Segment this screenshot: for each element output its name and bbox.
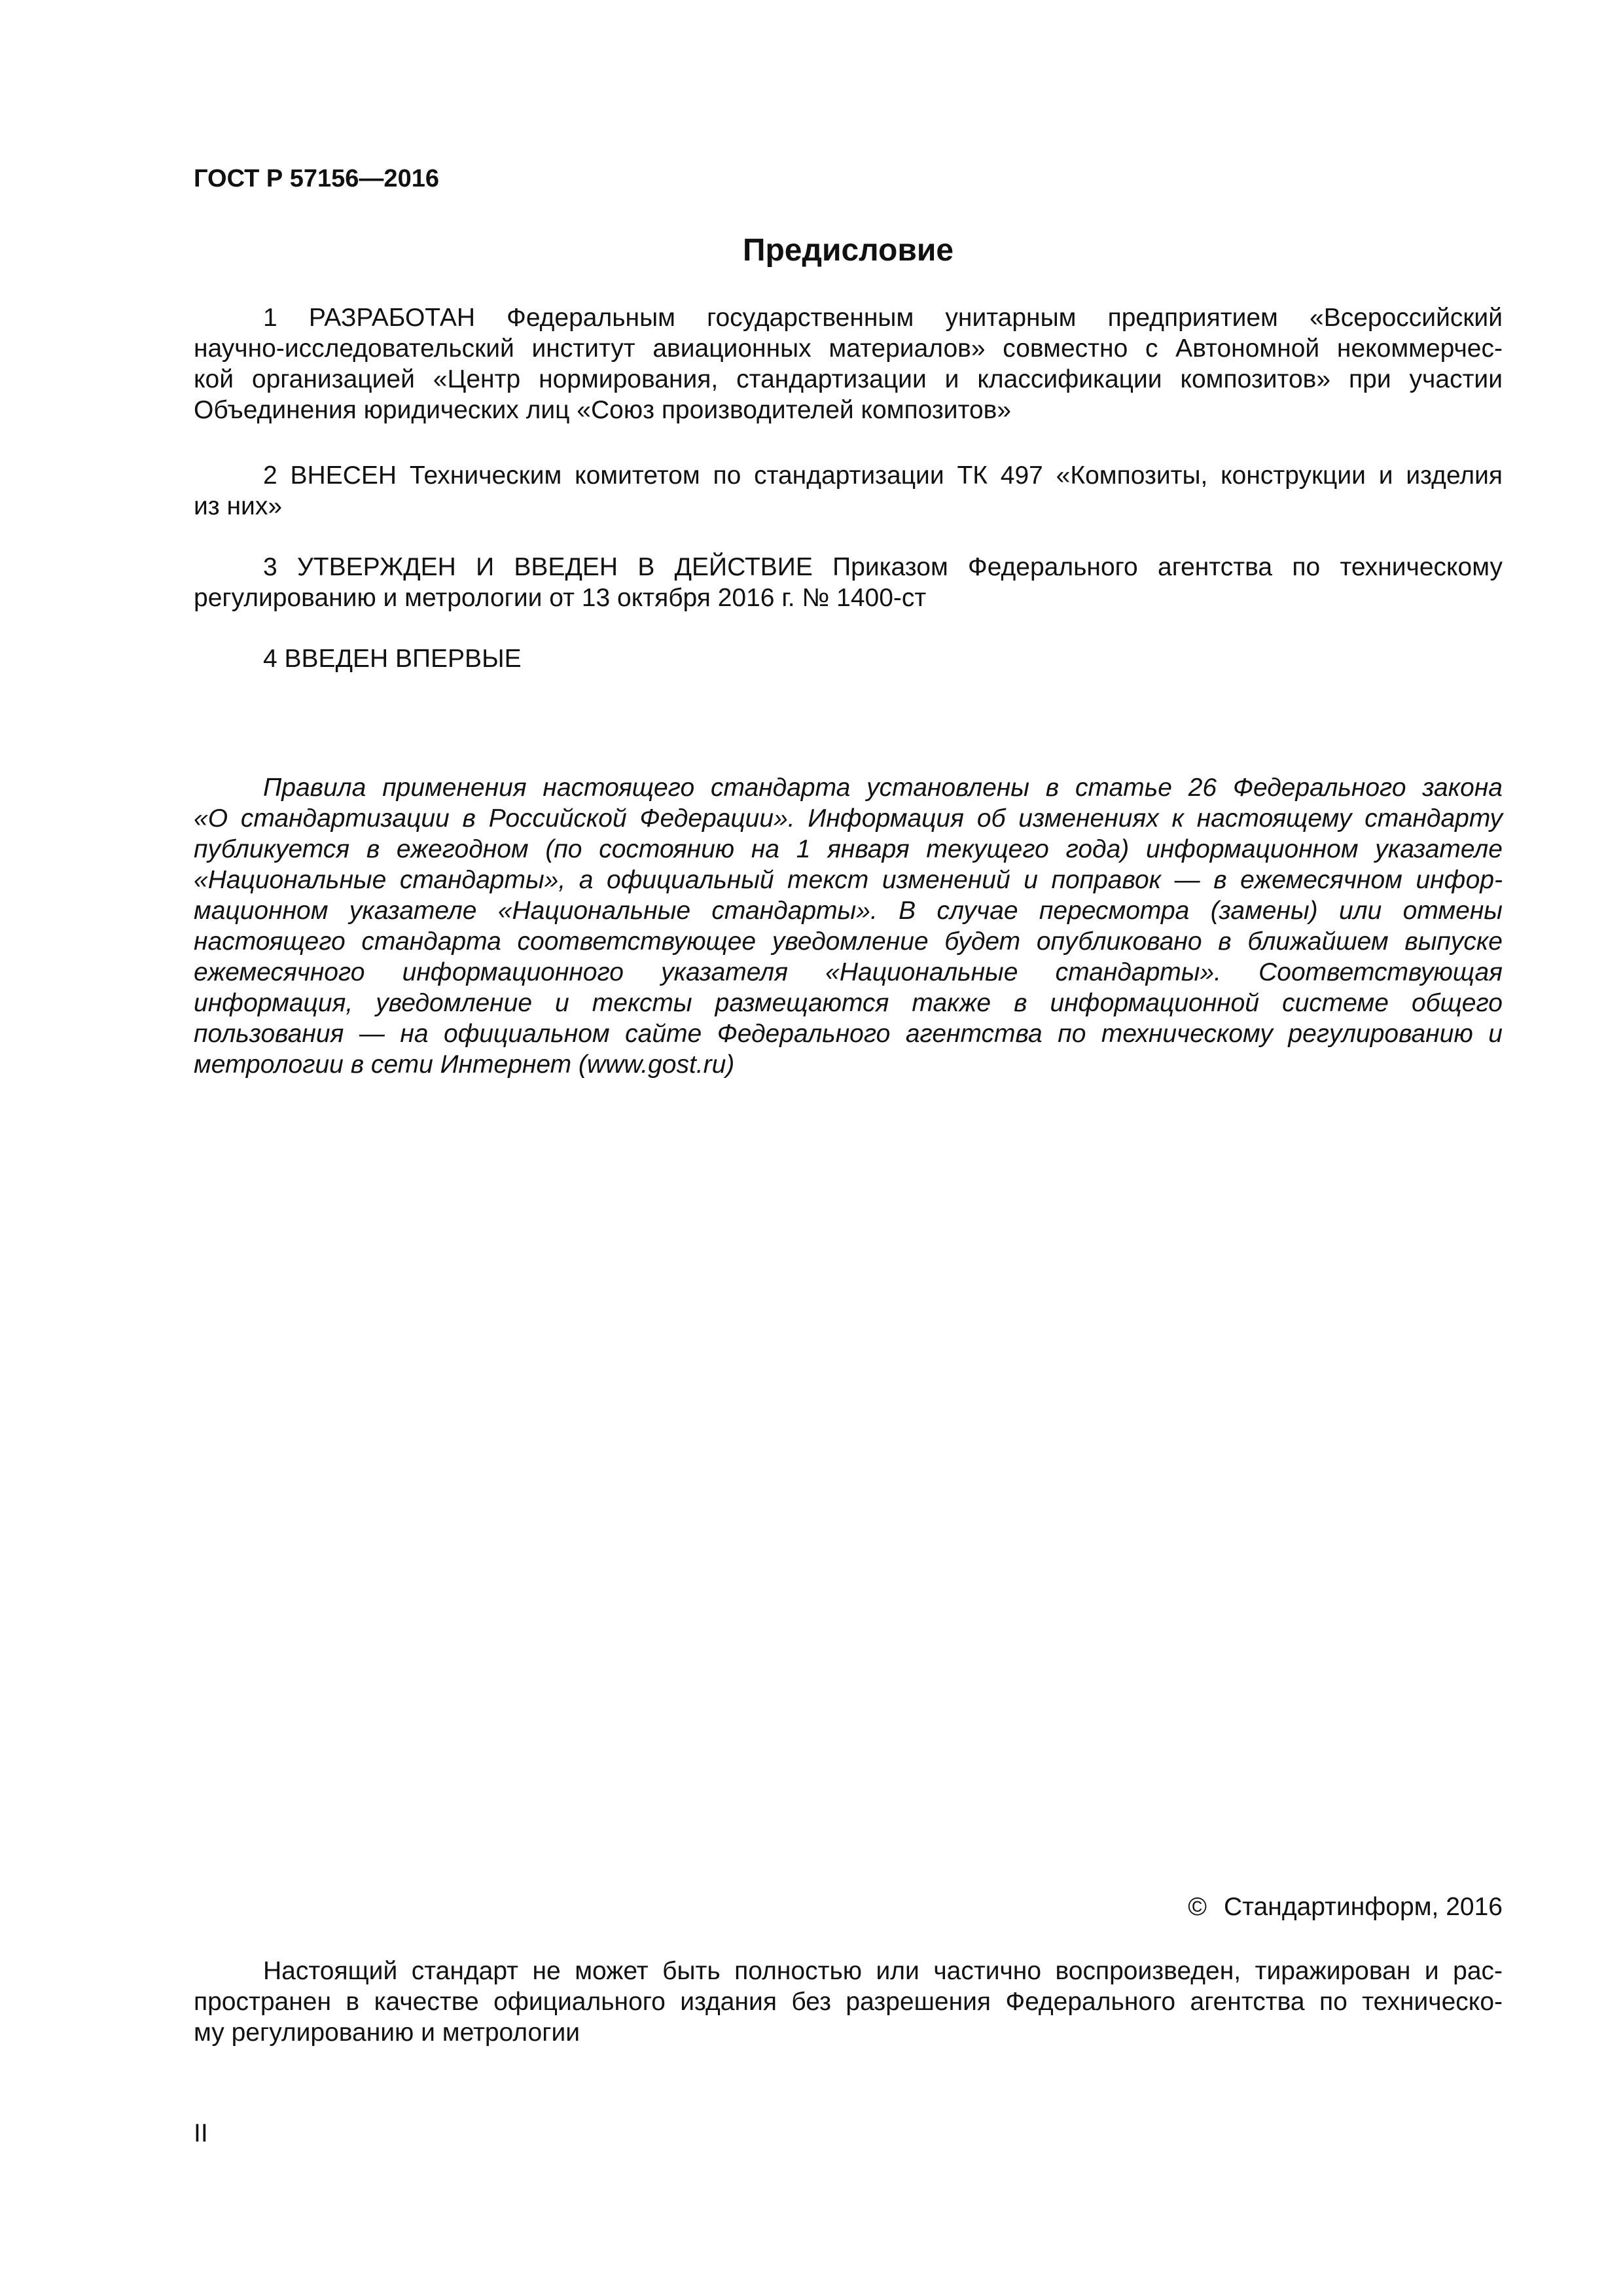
preface-item-2-line: из них»: [194, 492, 283, 520]
notice-line: информация, уведомление и тексты размещаются также в информационной системе общего: [194, 989, 1503, 1017]
notice-line: мационном указателе «Национальные стандарты». В случае пересмотра (замены) или отмены: [194, 897, 1503, 925]
preface-item-4-line: 4 ВВЕДЕН ВПЕРВЫЕ: [263, 645, 522, 673]
notice-line: «О стандартизации в Российской Федерации». Информация об изменениях к настоящему стандарту: [194, 804, 1503, 833]
notice-line: публикуется в ежегодном (по состоянию на 1 января текущего года) информационном указателе: [194, 835, 1503, 863]
preface-item-1-line: научно-исследовательский институт авиационных материалов» совместно с Автономной некоммерчес-: [194, 334, 1503, 363]
notice-line: метрологии в сети Интернет (www.gost.ru): [194, 1050, 735, 1079]
preface-item-1: [194, 302, 1503, 425]
rights-line: Настоящий стандарт не может быть полностью или частично воспроизведен, тиражирован и рас-: [263, 1957, 1503, 1985]
notice-line: ежемесячного информационного указателя «Национальные стандарты». Соответствующая: [194, 958, 1503, 986]
document-code: ГОСТ Р 57156—2016: [194, 165, 439, 192]
preface-item-3-line: 3 УТВЕРЖДЕН И ВВЕДЕН В ДЕЙСТВИЕ Приказом Федерального агентства по техническому: [263, 553, 1503, 581]
preface-item-1-line: кой организацией «Центр нормирования, стандартизации и классификации композитов» при участии: [194, 365, 1503, 393]
rights-line: пространен в качестве официального издания без разрешения Федерального агентства по техническо-: [194, 1988, 1503, 2016]
preface-item-3-line: регулированию и метрологии от 13 октября 2016 г. № 1400-ст: [194, 584, 927, 612]
preface-title: Предисловие: [742, 233, 954, 268]
rights-line: му регулированию и метрологии: [194, 2018, 580, 2047]
preface-item-2: [194, 460, 1503, 522]
preface-item-1-line: Объединения юридических лиц «Союз производителей композитов»: [194, 396, 1012, 424]
preface-item-3: [194, 552, 1503, 613]
notice-line: настоящего стандарта соответствующее уведомление будет опубликовано в ближайшем выпуске: [194, 927, 1503, 956]
copyright-text: Стандартинформ, 2016: [1224, 1893, 1503, 1921]
reproduction-rights-notice: [194, 1956, 1503, 2048]
application-rules-notice: [194, 772, 1503, 1080]
preface-item-4: [194, 643, 1503, 674]
preface-item-2-line: 2 ВНЕСЕН Техническим комитетом по стандартизации ТК 497 «Композиты, конструкции и изделия: [263, 461, 1503, 490]
preface-item-1-line: 1 РАЗРАБОТАН Федеральным государственным унитарным предприятием «Всероссийский: [263, 304, 1503, 332]
notice-line: «Национальные стандарты», а официальный текст изменений и поправок — в ежемесячном инфор-: [194, 866, 1503, 894]
notice-line: Правила применения настоящего стандарта установлены в статье 26 Федерального закона: [263, 774, 1503, 802]
copyright-line: [194, 1892, 1503, 1922]
copyright-symbol: ©: [1188, 1893, 1207, 1921]
page-number: II: [194, 2119, 208, 2147]
notice-line: пользования — на официальном сайте Федерального агентства по техническому регулированию и: [194, 1020, 1503, 1048]
